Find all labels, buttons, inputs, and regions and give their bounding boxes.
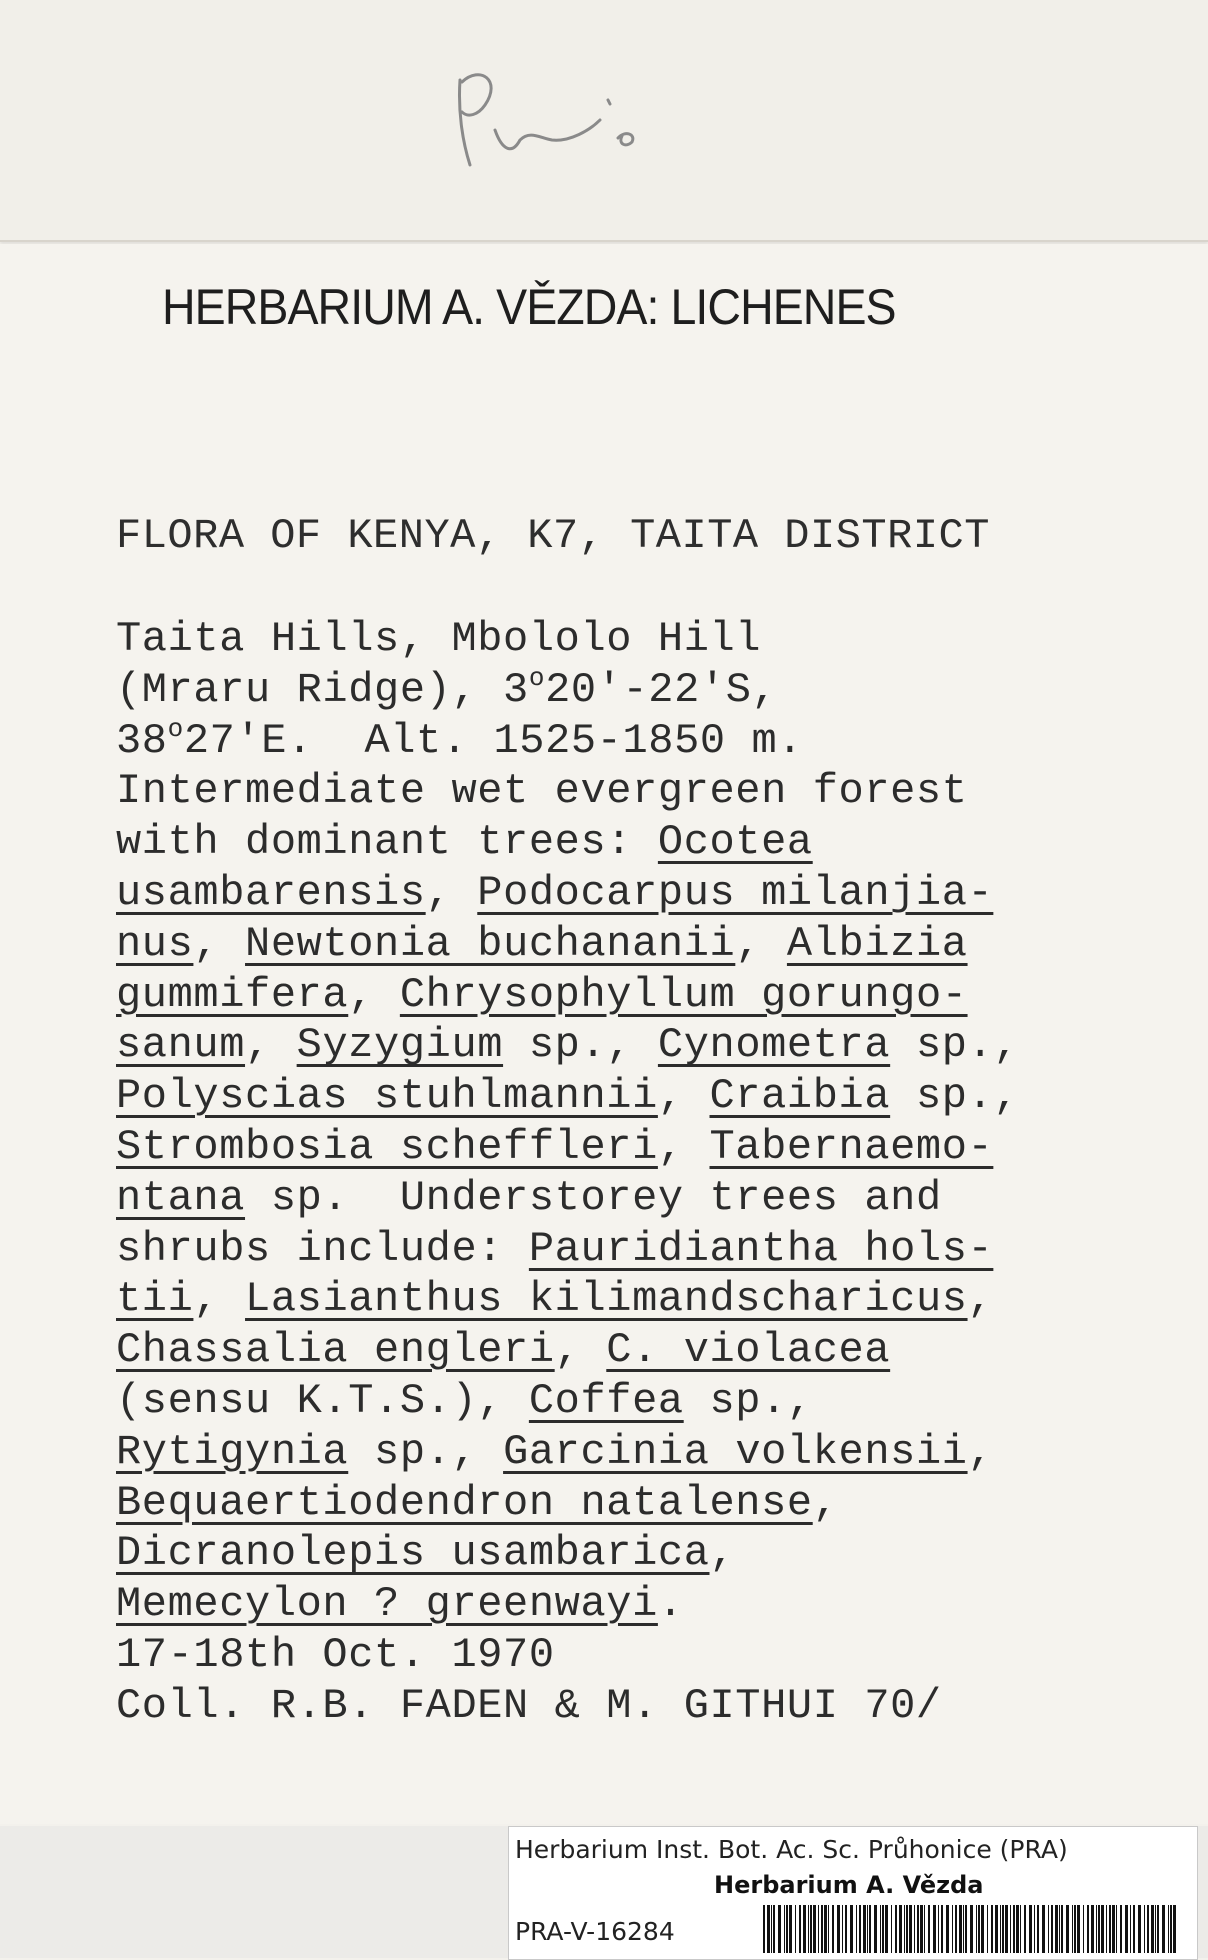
barcode-bar (1096, 1905, 1097, 1953)
barcode-bar (1133, 1905, 1135, 1953)
barcode-bar (842, 1905, 843, 1953)
species-name: Newtonia buchananii (245, 919, 736, 968)
locality-line (116, 1528, 1196, 1579)
locality-line (116, 614, 1196, 665)
barcode-bar (1010, 1905, 1011, 1953)
barcode-bar (1173, 1905, 1176, 1953)
barcode-bar (1034, 1905, 1035, 1953)
species-name: Bequaertiodendron natalense (116, 1478, 813, 1527)
barcode-bar (946, 1905, 949, 1953)
barcode-bar (1048, 1905, 1049, 1953)
locality-line (116, 1478, 1196, 1529)
species-name: Memecylon ? greenwayi (116, 1580, 658, 1629)
barcode-bar (869, 1905, 871, 1953)
barcode (761, 1905, 1181, 1953)
locality-text: , (193, 919, 246, 968)
locality-text: , (709, 1529, 736, 1578)
barcode-bar (1005, 1905, 1008, 1953)
barcode-bar (863, 1905, 866, 1953)
barcode-bar (1170, 1905, 1172, 1953)
locality-line (116, 1325, 1196, 1376)
locality-line (116, 1427, 1196, 1478)
species-name: nus (116, 919, 194, 968)
barcode-bar (1162, 1905, 1165, 1953)
barcode-bar (1120, 1905, 1122, 1953)
locality-text: 38 (116, 716, 168, 765)
barcode-bar (970, 1905, 973, 1953)
locality-description (116, 614, 1196, 1732)
locality-line (116, 713, 1196, 767)
specimen-id: PRA-V-16284 (515, 1917, 675, 1946)
species-name: Albizia (786, 919, 968, 968)
locality-line (116, 1173, 1196, 1224)
barcode-bar (995, 1905, 998, 1953)
species-name: Ocotea (657, 818, 813, 867)
species-name: Lasianthus kilimandscharicus (245, 1275, 968, 1324)
barcode-bar (904, 1905, 905, 1953)
species-name: Polyscias stuhlmannii (116, 1072, 658, 1121)
barcode-bar (1077, 1905, 1080, 1953)
locality-text: sp., (890, 1021, 1020, 1070)
barcode-bar (810, 1905, 812, 1953)
species-name: Garcinia volkensii (503, 1427, 968, 1476)
institution-name: Herbarium Inst. Bot. Ac. Sc. Průhonice (PRA) (515, 1835, 1068, 1864)
barcode-bar (965, 1905, 967, 1953)
species-name: C. violacea (606, 1326, 891, 1375)
species-name: Tabernaemo- (709, 1122, 994, 1171)
barcode-bar (991, 1905, 993, 1953)
locality-text: 17-18th Oct. 1970 (116, 1630, 555, 1679)
barcode-bar (1020, 1905, 1021, 1953)
barcode-bar (924, 1905, 925, 1953)
barcode-bar (789, 1905, 792, 1953)
locality-text: , (348, 970, 400, 1019)
barcode-bar (867, 1905, 868, 1953)
species-name: Podocarpus milanjia- (477, 868, 994, 917)
locality-line (116, 817, 1196, 868)
barcode-bar (808, 1905, 809, 1953)
species-name: Syzygium (296, 1021, 504, 1070)
barcode-bar (1151, 1905, 1154, 1953)
top-paper-strip (0, 0, 1208, 242)
barcode-bar (1109, 1905, 1111, 1953)
barcode-bar (837, 1905, 840, 1953)
barcode-bar (1101, 1905, 1104, 1953)
barcode-bar (856, 1905, 857, 1953)
locality-line (116, 766, 1196, 817)
species-name: Chrysophyllum gorungo- (399, 970, 968, 1019)
barcode-bar (1013, 1905, 1015, 1953)
barcode-bar (818, 1905, 819, 1953)
locality-text: , (657, 1122, 710, 1171)
barcode-bar (933, 1905, 936, 1953)
barcode-bar (1083, 1905, 1084, 1953)
locality-text: Coll. R.B. FADEN & M. GITHUI 70/ (116, 1681, 942, 1730)
barcode-bar (1055, 1905, 1058, 1953)
locality-text: (Mraru Ridge), 3 (116, 665, 529, 714)
barcode-bar (828, 1905, 829, 1953)
barcode-bar (938, 1905, 939, 1953)
barcode-bar (1072, 1905, 1073, 1953)
herbarium-name: Herbarium A. Vězda (714, 1871, 984, 1899)
barcode-bar (784, 1905, 785, 1953)
barcode-bar (976, 1905, 977, 1953)
handwritten-signature (440, 60, 670, 180)
barcode-bar (859, 1905, 861, 1953)
barcode-bar (899, 1905, 902, 1953)
barcode-bar (895, 1905, 897, 1953)
species-name: Dicranolepis usambarica (116, 1529, 710, 1578)
institution-box (508, 1826, 1198, 1960)
barcode-bar (906, 1905, 908, 1953)
barcode-bar (1002, 1905, 1004, 1953)
species-name: Chassalia engleri (116, 1326, 555, 1375)
barcode-bar (1116, 1905, 1117, 1953)
locality-line (116, 1376, 1196, 1427)
species-name: Coffea (528, 1376, 684, 1425)
locality-text: 20'-22'S, (545, 665, 778, 714)
barcode-bar (795, 1905, 796, 1953)
species-name: Cynometra (657, 1021, 891, 1070)
barcode-bar (987, 1905, 988, 1953)
barcode-bar (803, 1905, 806, 1953)
barcode-bar (1106, 1905, 1107, 1953)
locality-text: with dominant trees: (116, 818, 658, 867)
barcode-bar (1125, 1905, 1128, 1953)
locality-text: , (245, 1021, 297, 1070)
barcode-bar (1024, 1905, 1026, 1953)
locality-text: , (967, 1427, 994, 1476)
locality-text: , (735, 919, 787, 968)
species-name: Pauridiantha hols- (528, 1224, 994, 1273)
barcode-bar (882, 1905, 884, 1953)
barcode-bar (773, 1905, 775, 1953)
barcode-bar (891, 1905, 892, 1953)
barcode-bar (885, 1905, 888, 1953)
locality-line (116, 919, 1196, 970)
locality-text: . (657, 1580, 684, 1629)
barcode-bar (771, 1905, 772, 1953)
locality-text: Taita Hills, Mbololo Hill (116, 615, 762, 663)
species-name: ntana (116, 1173, 246, 1222)
barcode-bar (1016, 1905, 1019, 1953)
flora-region-line: FLORA OF KENYA, K7, TAITA DISTRICT (116, 512, 990, 560)
locality-line (116, 868, 1196, 919)
barcode-bar (981, 1905, 984, 1953)
locality-text: shrubs include: (116, 1224, 529, 1273)
locality-line (116, 1274, 1196, 1325)
barcode-bar (821, 1905, 823, 1953)
barcode-bar (1061, 1905, 1063, 1953)
locality-line (116, 1579, 1196, 1630)
barcode-bar (1087, 1905, 1089, 1953)
barcode-bar (955, 1905, 957, 1953)
locality-text: sp., (683, 1376, 813, 1425)
barcode-bar (1168, 1905, 1169, 1953)
species-name: sanum (116, 1021, 246, 1070)
locality-line (116, 662, 1196, 716)
barcode-bar (813, 1905, 816, 1953)
barcode-bar (941, 1905, 943, 1953)
locality-text: , (193, 1275, 246, 1324)
species-name: usambarensis (116, 868, 426, 917)
barcode-bar (832, 1905, 834, 1953)
barcode-bar (1138, 1905, 1141, 1953)
locality-line (116, 1681, 1196, 1732)
species-name: Rytigynia (116, 1427, 349, 1476)
locality-text: sp., (503, 1021, 658, 1070)
barcode-bar (778, 1905, 781, 1953)
locality-text: , (657, 1072, 710, 1121)
barcode-bar (978, 1905, 980, 1953)
barcode-bar (1130, 1905, 1131, 1953)
species-name: tii (116, 1275, 194, 1324)
locality-line (116, 1071, 1196, 1122)
barcode-bar (1112, 1905, 1115, 1953)
herbarium-heading: HERBARIUM A. VĚZDA: LICHENES (162, 279, 896, 335)
barcode-bar (1059, 1905, 1060, 1953)
barcode-bar (1147, 1905, 1149, 1953)
barcode-bar (845, 1905, 847, 1953)
barcode-bar (928, 1905, 930, 1953)
locality-text: , (425, 868, 478, 917)
locality-text: 27'E. Alt. 1525-1850 m. (183, 716, 804, 765)
species-name: gummifera (116, 970, 349, 1019)
locality-text: sp. Understorey trees and (245, 1173, 942, 1222)
barcode-bar (880, 1905, 881, 1953)
barcode-bar (1066, 1905, 1069, 1953)
barcode-bar (1042, 1905, 1045, 1953)
barcode-bar (914, 1905, 915, 1953)
locality-text: sp., (348, 1427, 504, 1476)
locality-text: (sensu K.T.S.), (116, 1376, 529, 1425)
barcode-bar (920, 1905, 923, 1953)
locality-text: , (967, 1275, 994, 1324)
barcode-bar (1144, 1905, 1145, 1953)
species-name: Strombosia scheffleri (116, 1122, 658, 1171)
barcode-bar (1091, 1905, 1094, 1953)
barcode-bar (952, 1905, 953, 1953)
barcode-bar (1000, 1905, 1001, 1953)
barcode-bar (959, 1905, 962, 1953)
locality-text: , (554, 1326, 607, 1375)
barcode-bar (1029, 1905, 1032, 1953)
barcode-bar (1037, 1905, 1039, 1953)
locality-line (116, 970, 1196, 1021)
barcode-bar (1074, 1905, 1076, 1953)
barcode-bar (917, 1905, 919, 1953)
barcode-bar (763, 1905, 765, 1953)
barcode-bar (874, 1905, 877, 1953)
barcode-bar (1051, 1905, 1053, 1953)
barcode-bar (963, 1905, 964, 1953)
locality-line (116, 1122, 1196, 1173)
barcode-bar (786, 1905, 788, 1953)
locality-line (116, 1020, 1196, 1071)
barcode-bar (1155, 1905, 1156, 1953)
degree-symbol: o (167, 713, 184, 744)
barcode-bar (909, 1905, 912, 1953)
barcode-bar (1157, 1905, 1159, 1953)
locality-line (116, 1630, 1196, 1681)
species-name: Craibia (709, 1072, 891, 1121)
locality-text: sp., (890, 1072, 1020, 1121)
degree-symbol: o (528, 662, 546, 693)
barcode-bar (1098, 1905, 1100, 1953)
barcode-bar (824, 1905, 827, 1953)
locality-text: , (812, 1478, 839, 1527)
barcode-bar (850, 1905, 853, 1953)
barcode-bar (767, 1905, 770, 1953)
barcode-bar (799, 1905, 801, 1953)
locality-line (116, 1224, 1196, 1275)
locality-text: Intermediate wet evergreen forest (116, 767, 968, 816)
